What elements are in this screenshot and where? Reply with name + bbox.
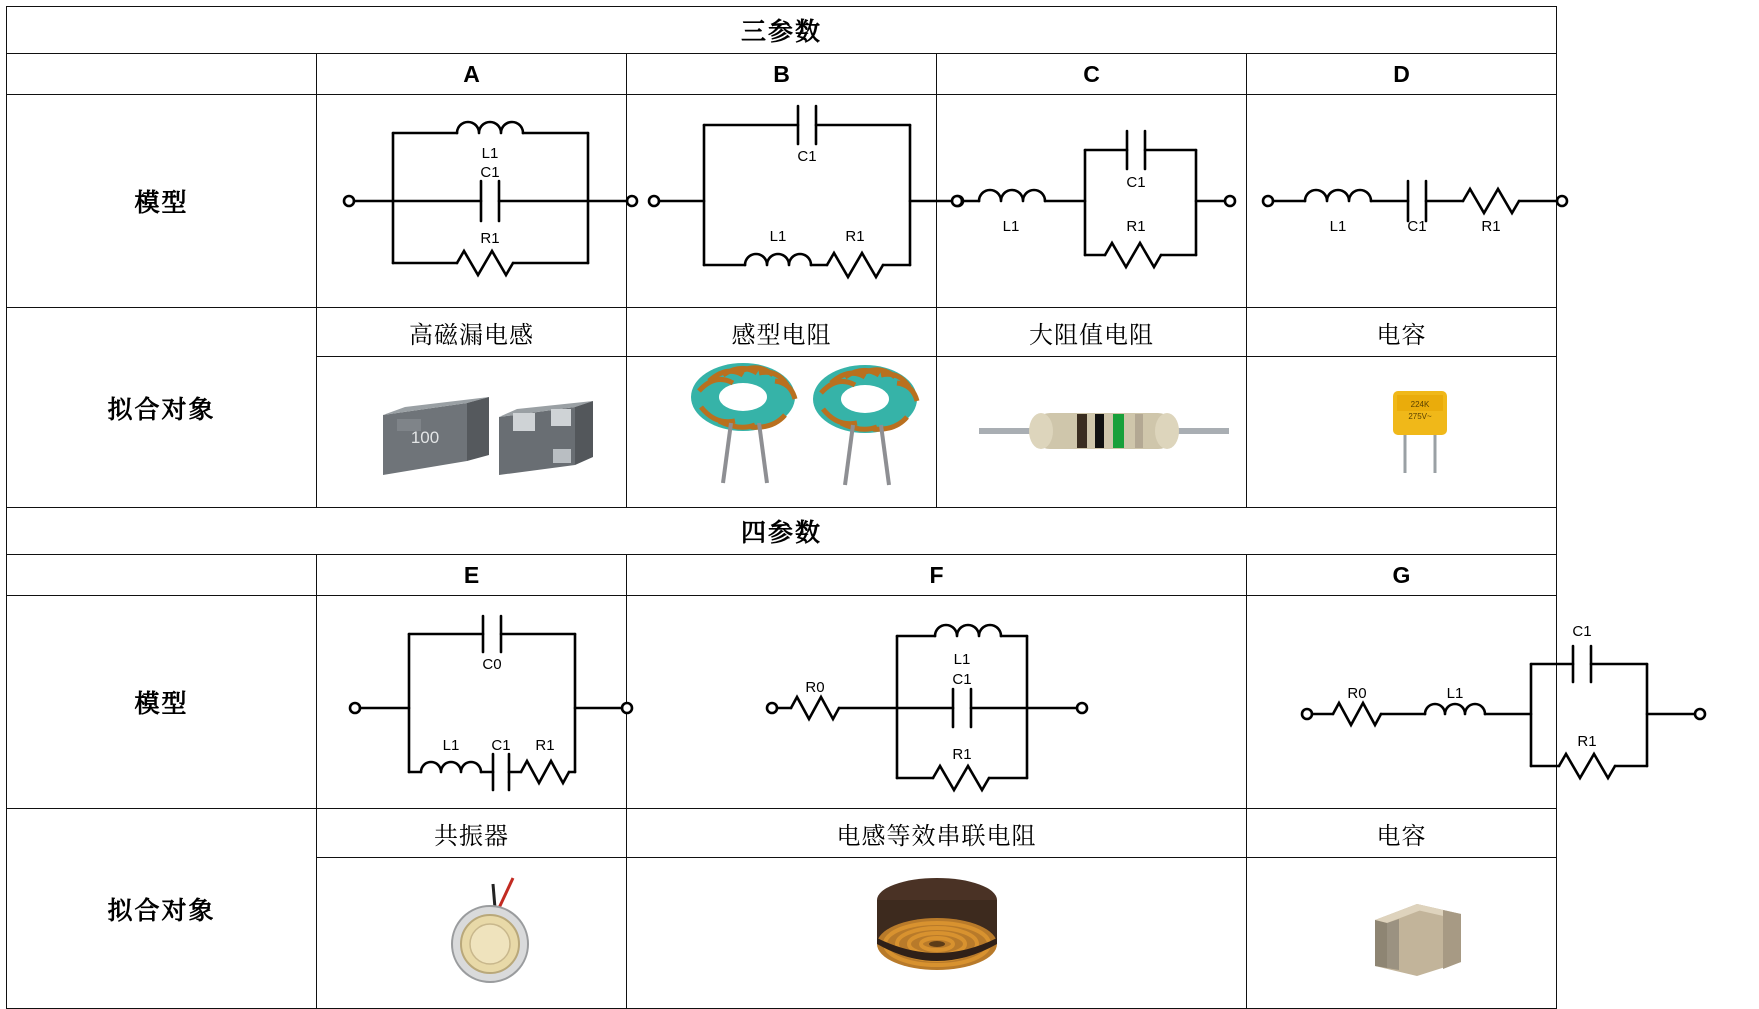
- photo-cell-a: [317, 357, 627, 508]
- label-d-l1: L1: [1329, 218, 1347, 235]
- section-title-three-param: 三参数: [7, 7, 1557, 54]
- circuit-model-a: [317, 95, 627, 308]
- object-name-e: 共振器: [317, 809, 627, 858]
- photo-cell-e: [317, 858, 627, 1009]
- circuit-diagram-e: [317, 596, 664, 808]
- section-1-model-row: [7, 95, 1557, 308]
- photo-cell-b: [627, 357, 937, 508]
- circuit-diagram-c: [937, 95, 1270, 307]
- object-name-c: 大阻值电阻: [937, 308, 1247, 357]
- circuit-diagram-d: [1247, 95, 1589, 307]
- label-c-l1: L1: [1002, 218, 1020, 235]
- label-f-r0: R0: [804, 679, 825, 696]
- column-letter-f: F: [627, 555, 1247, 596]
- section-1-letters-row: [7, 54, 1557, 95]
- label-d-c1: C1: [1407, 218, 1427, 235]
- label-d-r1: R1: [1481, 218, 1501, 235]
- object-name-f: 电感等效串联电阻: [627, 809, 1247, 858]
- empty-corner-2: [7, 555, 317, 596]
- section-title-four-param: 四参数: [7, 508, 1557, 555]
- row-label-object-2: 拟合对象: [7, 809, 317, 1009]
- circuit-diagram-a: [317, 95, 664, 307]
- photo-cell-f: [627, 858, 1247, 1009]
- label-c-r1: R1: [1126, 218, 1146, 235]
- object-name-b: 感型电阻: [627, 308, 937, 357]
- row-label-model-1: 模型: [7, 95, 317, 308]
- svg-text:100: 100: [410, 428, 440, 447]
- circuit-diagram-f: [747, 596, 1127, 808]
- label-b-l1: L1: [769, 228, 787, 245]
- shielded-drum-inductor-photo: [747, 858, 1127, 1008]
- object-name-d: 电容: [1247, 308, 1557, 357]
- row-label-object-1: 拟合对象: [7, 308, 317, 508]
- circuit-model-g: [1247, 596, 1597, 809]
- piezo-buzzer-element-photo: [317, 858, 664, 1008]
- section-1-header-row: [7, 7, 1557, 54]
- label-c-c1: C1: [1126, 174, 1146, 191]
- row-label-model-2: 模型: [7, 596, 317, 809]
- label-b-c1: C1: [797, 148, 817, 165]
- object-name-g: 电容: [1247, 809, 1557, 858]
- empty-corner-1: [7, 54, 317, 95]
- label-e-l1: L1: [442, 737, 460, 754]
- column-letter-a: A: [317, 54, 627, 95]
- figure-root: [0, 6, 1597, 989]
- axial-carbon-resistor-photo: [937, 357, 1270, 507]
- section-2-letters-row: [7, 555, 1557, 596]
- label-g-r0: R0: [1347, 685, 1367, 702]
- svg-text:275V~: 275V~: [1408, 412, 1432, 421]
- svg-text:224K: 224K: [1410, 400, 1430, 409]
- column-letter-d: D: [1247, 54, 1557, 95]
- section-1-object-name-row: [7, 308, 1557, 357]
- column-letter-g: G: [1247, 555, 1557, 596]
- column-letter-b: B: [627, 54, 937, 95]
- label-e-r1: R1: [535, 737, 555, 754]
- label-f-l1: L1: [953, 651, 970, 668]
- section-2-model-row: [7, 596, 1557, 809]
- label-e-c1: C1: [491, 737, 511, 754]
- circuit-model-f: [627, 596, 1247, 809]
- circuit-diagram-g: [1247, 596, 1759, 808]
- label-g-c1: C1: [1572, 623, 1592, 640]
- circuit-model-d: [1247, 95, 1557, 308]
- yellow-film-capacitor-photo: [1247, 357, 1589, 507]
- section-2-object-name-row: [7, 809, 1557, 858]
- column-letter-c: C: [937, 54, 1247, 95]
- section-2-header-row: [7, 508, 1557, 555]
- photo-cell-d: [1247, 357, 1557, 508]
- column-letter-e: E: [317, 555, 627, 596]
- label-g-r1: R1: [1577, 733, 1597, 750]
- mlcc-chip-capacitor-photo: [1247, 858, 1589, 1008]
- label-f-r1: R1: [951, 746, 972, 763]
- circuit-model-b: [627, 95, 937, 308]
- label-f-c1: C1: [951, 671, 972, 688]
- label-a-r1: R1: [480, 230, 500, 247]
- label-a-l1: L1: [481, 145, 499, 162]
- label-e-c0: C0: [482, 656, 502, 673]
- circuit-model-e: [317, 596, 627, 809]
- photo-cell-g: [1247, 858, 1557, 1009]
- object-name-a: 高磁漏电感: [317, 308, 627, 357]
- label-b-r1: R1: [845, 228, 865, 245]
- photo-cell-c: [937, 357, 1247, 508]
- label-a-c1: C1: [480, 164, 500, 181]
- smd-power-inductor-photo: [317, 357, 664, 507]
- circuit-model-c: [937, 95, 1247, 308]
- label-g-l1: L1: [1446, 685, 1464, 702]
- equivalent-circuit-model-table: [6, 6, 1597, 1009]
